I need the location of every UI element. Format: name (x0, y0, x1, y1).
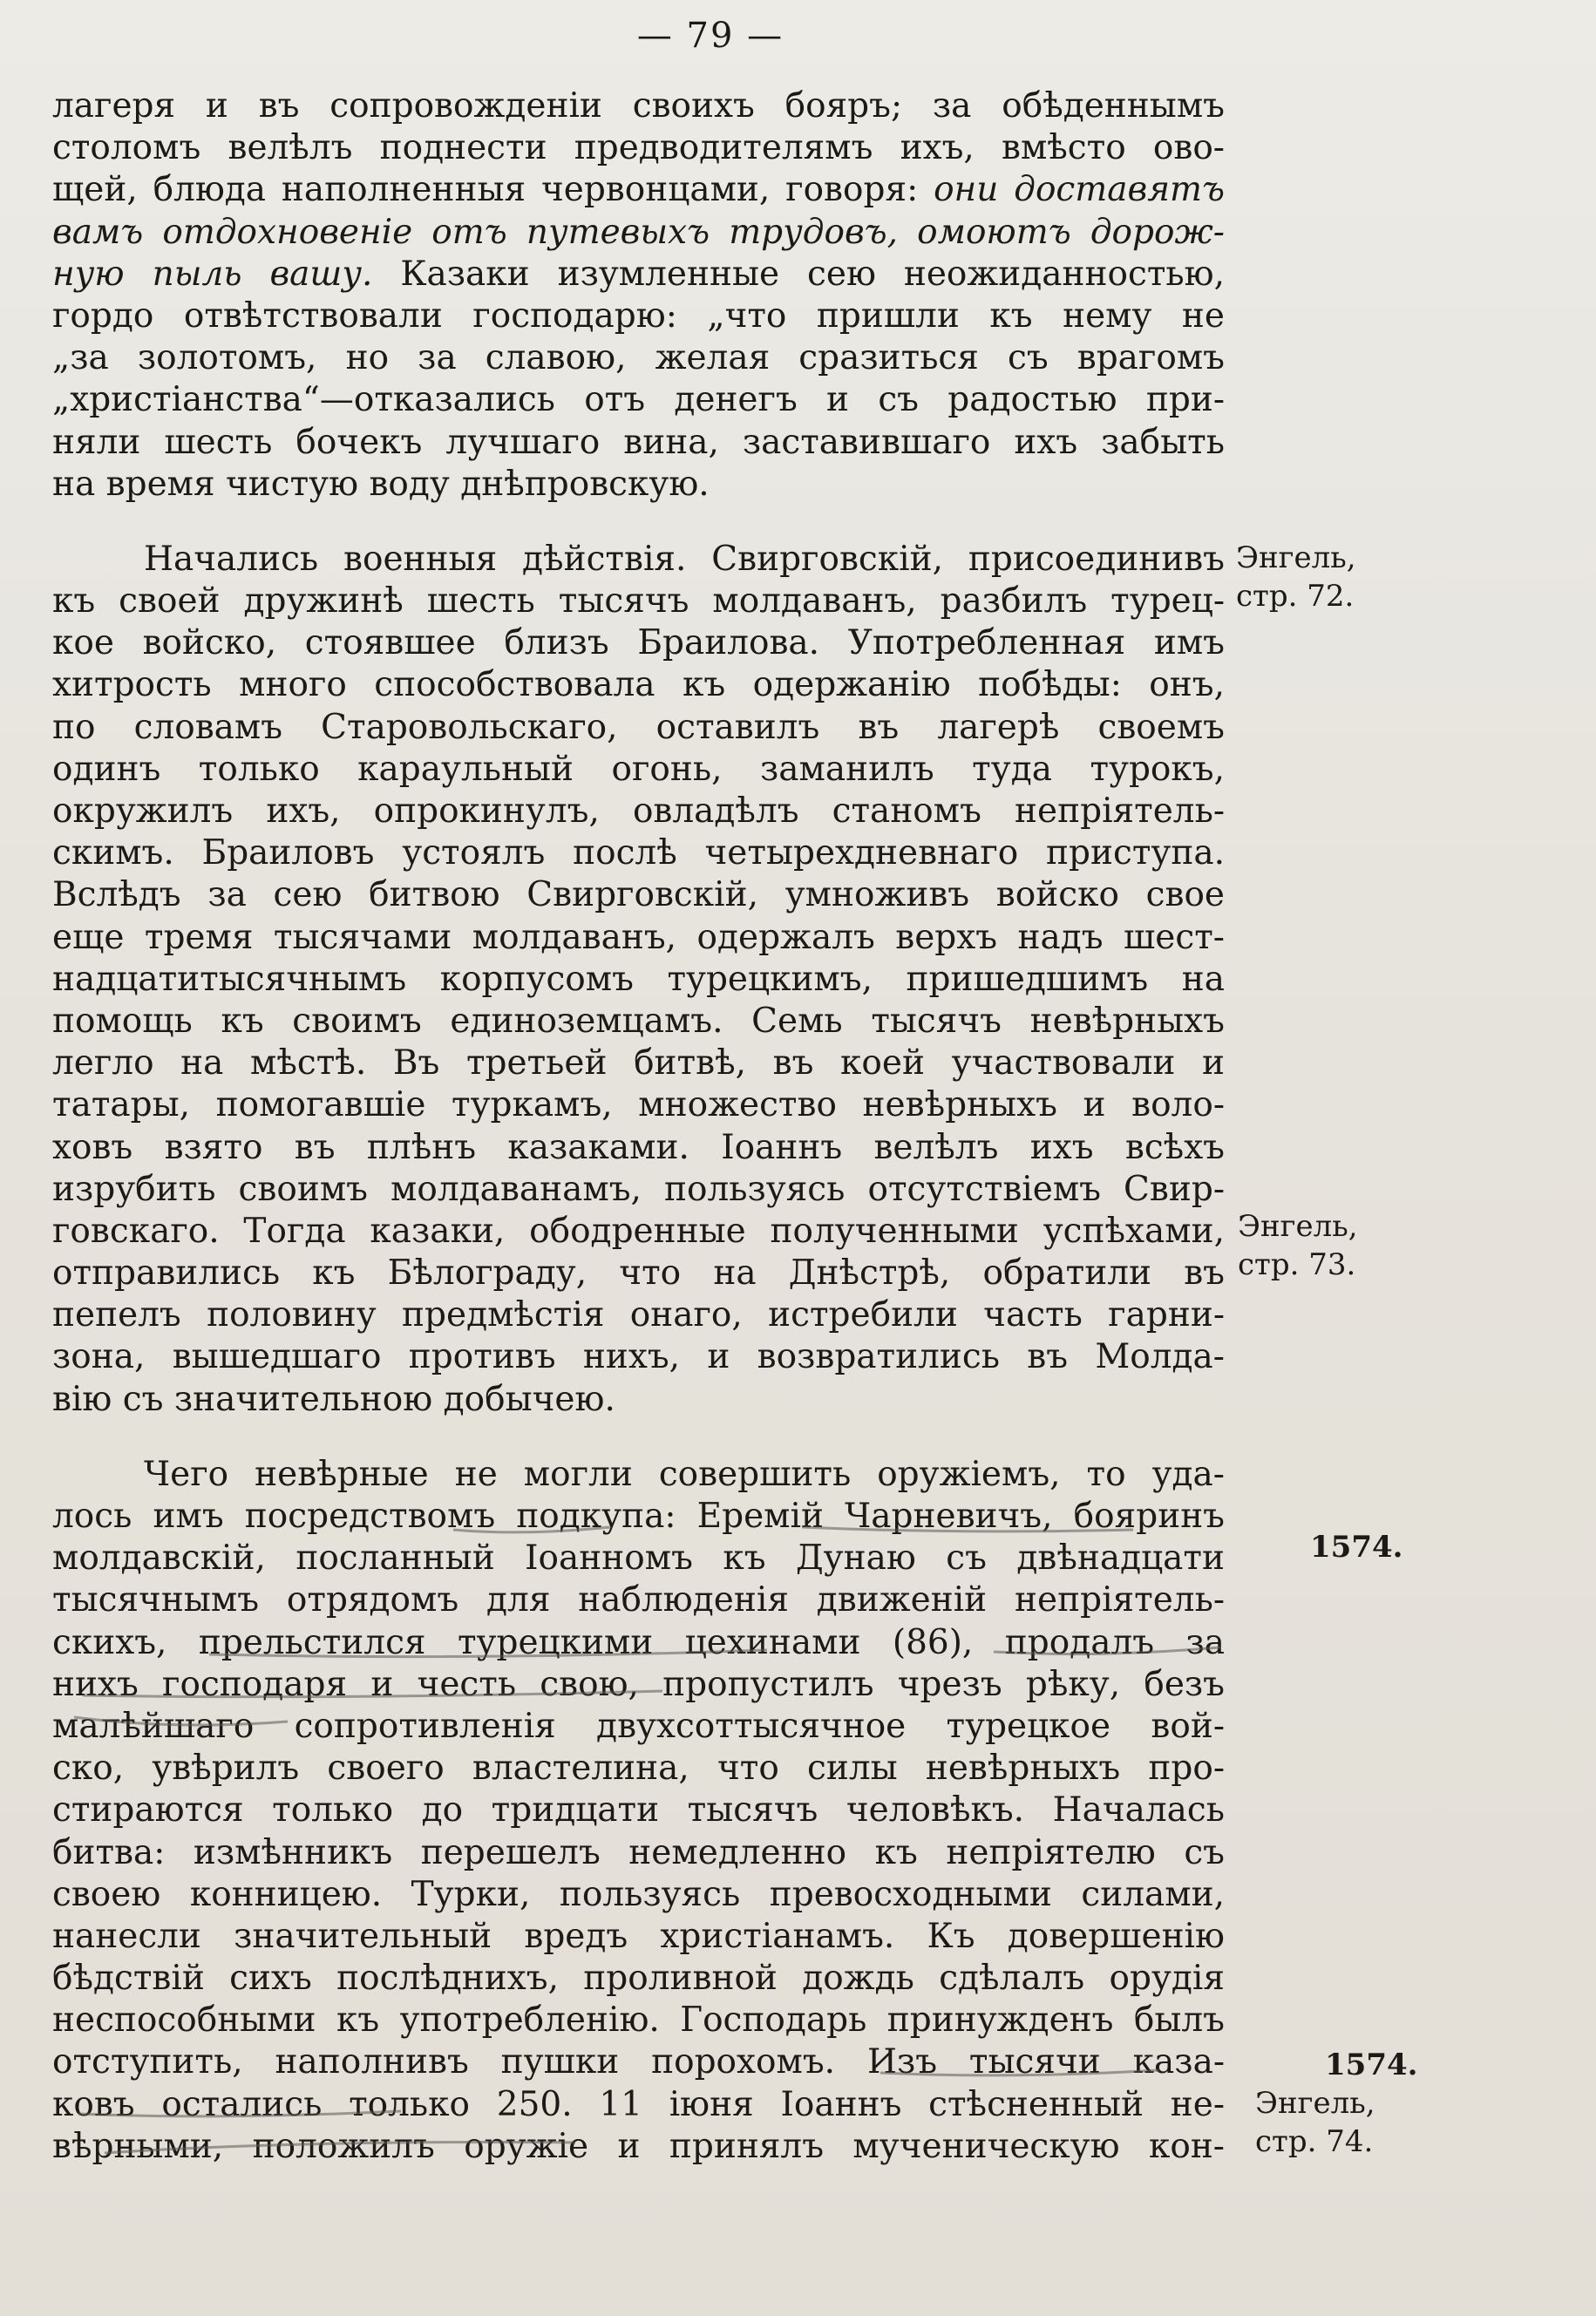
text-span: щей, блюда наполненныя червонцами, говоря: (52, 170, 919, 210)
text-line: ско, увѣрилъ своего властелина, что силы невѣрныхъ про- (52, 1749, 1225, 1789)
margin-note-engel-73 (1238, 1207, 1358, 1284)
text-line: бѣдствій сихъ послѣднихъ, проливной дождь сдѣлалъ орудія (52, 1959, 1225, 1999)
margin-note-line: стр. 72. (1236, 579, 1355, 614)
text-line: одинъ только караульный огонь, заманилъ туда турокъ, (52, 749, 1225, 789)
text-line: отправились къ Бѣлограду, что на Днѣстрѣ, обратили въ (52, 1253, 1225, 1294)
italic-quote: ную (52, 254, 125, 294)
page-number: — 79 — (636, 16, 784, 56)
margin-note-line: Энгель, (1236, 540, 1356, 575)
text-line: по словамъ Старовольскаго, оставилъ въ лагерѣ своемъ (52, 707, 1225, 747)
text-line: молдавскій, посланный Іоанномъ къ Дунаю съ двѣнадцати (52, 1538, 1225, 1579)
margin-note-year-1574: 1574. (1325, 2048, 1418, 2082)
text-line: „за золотомъ, но за славою, желая сразиться съ врагомъ (52, 338, 1225, 378)
margin-note-line: стр. 73. (1238, 1247, 1356, 1282)
italic-quote: пыль вашу. (152, 254, 373, 294)
italic-quote-line: вамъ отдохновеніе отъ путевыхъ трудовъ, омоютъ дорож- (52, 212, 1225, 252)
text-line: вію съ значительною добычею. (52, 1379, 615, 1419)
text-line: изрубить своимъ молдаванамъ, пользуясь отсутствіемъ Свир- (52, 1169, 1225, 1209)
text-line: помощь къ своимъ единоземцамъ. Семь тысячъ невѣрныхъ (52, 1001, 1225, 1041)
text-line: легло на мѣстѣ. Въ третьей битвѣ, въ коей участвовали и (52, 1043, 1225, 1083)
text-line: вѣрными, положилъ оружіе и принялъ мученическую кон- (52, 2126, 1225, 2166)
paragraph-1 (52, 85, 1225, 506)
text-line: отступить, наполнивъ пушки порохомъ. Изъ тысячи каза- (52, 2042, 1225, 2082)
margin-note-line: Энгель, (1255, 2086, 1375, 2121)
margin-note-line: Энгель, (1238, 1209, 1358, 1244)
text-line: на время чистую воду днѣпровскую. (52, 464, 710, 504)
margin-note-engel-72 (1236, 539, 1356, 615)
text-line: еще тремя тысячами молдаванъ, одержалъ верхъ надъ шест- (52, 917, 1225, 957)
text-line: малѣйшаго сопротивленія двухсоттысячное турецкое вой- (52, 1706, 1225, 1746)
text-line: хитрость много способствовала къ одержанію побѣды: онъ, (52, 665, 1225, 705)
italic-quote: они доставятъ (934, 170, 1225, 210)
text-line: лось имъ посредствомъ подкупа: Еремій Чарневичъ, бояринъ (52, 1497, 1225, 1536)
text-line: Начались военныя дѣйствія. Свирговскій, присоединивъ (144, 539, 1225, 579)
paragraph-gap (52, 506, 1225, 539)
text-line: столомъ велѣлъ поднести предводителямъ ихъ, вмѣсто ово- (52, 128, 1225, 168)
text-span: Казаки изумленные сею неожиданностью, (400, 254, 1225, 294)
margin-note-line: 1574. (1310, 1530, 1403, 1565)
text-line: окружилъ ихъ, опрокинулъ, овладѣлъ станомъ непріятель- (52, 791, 1225, 831)
text-line (52, 169, 1225, 211)
text-line: нанесли значительный вредъ христіанамъ. Къ довершенію (52, 1916, 1225, 1956)
paragraph-gap (52, 1421, 1225, 1454)
text-line: „христіанства“—отказались отъ денегъ и съ радостью при- (52, 380, 1225, 420)
margin-note-year-1574 (1310, 1528, 1402, 1566)
margin-note-engel-74 (1255, 2046, 1417, 2161)
text-line: пепелъ половину предмѣстія онаго, истребили часть гарни- (52, 1295, 1225, 1335)
text-line: къ своей дружинѣ шесть тысячъ молдаванъ, разбилъ турец- (52, 581, 1225, 621)
text-line: стираются только до тридцати тысячъ человѣкъ. Началась (52, 1790, 1225, 1830)
text-line: ковъ остались только 250. 11 іюня Іоаннъ стѣсненный не- (52, 2084, 1225, 2124)
text-line: битва: измѣнникъ перешелъ немедленно къ непріятелю съ (52, 1832, 1225, 1872)
text-line: нихъ господаря и честь свою, пропустилъ чрезъ рѣку, безъ (52, 1664, 1225, 1704)
text-line: ховъ взято въ плѣнъ казаками. Іоаннъ велѣлъ ихъ всѣхъ (52, 1127, 1225, 1167)
paragraph-3 (52, 1454, 1225, 2168)
margin-note-line: стр. 74. (1255, 2124, 1374, 2159)
paragraph-2 (52, 539, 1225, 1421)
text-line: гордо отвѣтствовали господарю: „что пришли къ нему не (52, 295, 1225, 336)
text-line: татары, помогавшіе туркамъ, множество невѣрныхъ и воло- (52, 1085, 1225, 1125)
text-line: говскаго. Тогда казаки, ободренные полученными успѣхами, (52, 1211, 1225, 1251)
text-line: скихъ, прельстился турецкими цехинами (86), продалъ за (52, 1622, 1225, 1662)
text-line: лагеря и въ сопровожденіи своихъ бояръ; за обѣденнымъ (52, 86, 1225, 126)
text-line: Чего невѣрные не могли совершить оружіемъ, то уда- (144, 1454, 1225, 1494)
body-text (52, 85, 1225, 2168)
text-line: Вслѣдъ за сею битвою Свирговскій, умноживъ войско свое (52, 875, 1225, 915)
text-line (52, 254, 1225, 295)
text-line: неспособными къ употребленію. Господарь принужденъ былъ (52, 2000, 1225, 2041)
text-line: кое войско, стоявшее близъ Браилова. Употребленная имъ (52, 623, 1225, 663)
text-line: скимъ. Браиловъ устоялъ послѣ четырехдневнаго приступа. (52, 833, 1225, 873)
text-line: тысячнымъ отрядомъ для наблюденія движеній непріятель- (52, 1580, 1225, 1620)
text-line: своею конницею. Турки, пользуясь превосходными силами, (52, 1874, 1225, 1914)
text-line: няли шесть бочекъ лучшаго вина, заставившаго ихъ забыть (52, 422, 1225, 462)
text-line: надцатитысячнымъ корпусомъ турецкимъ, пришедшимъ на (52, 959, 1225, 999)
text-line: зона, вышедшаго противъ нихъ, и возвратились въ Молда- (52, 1337, 1225, 1377)
